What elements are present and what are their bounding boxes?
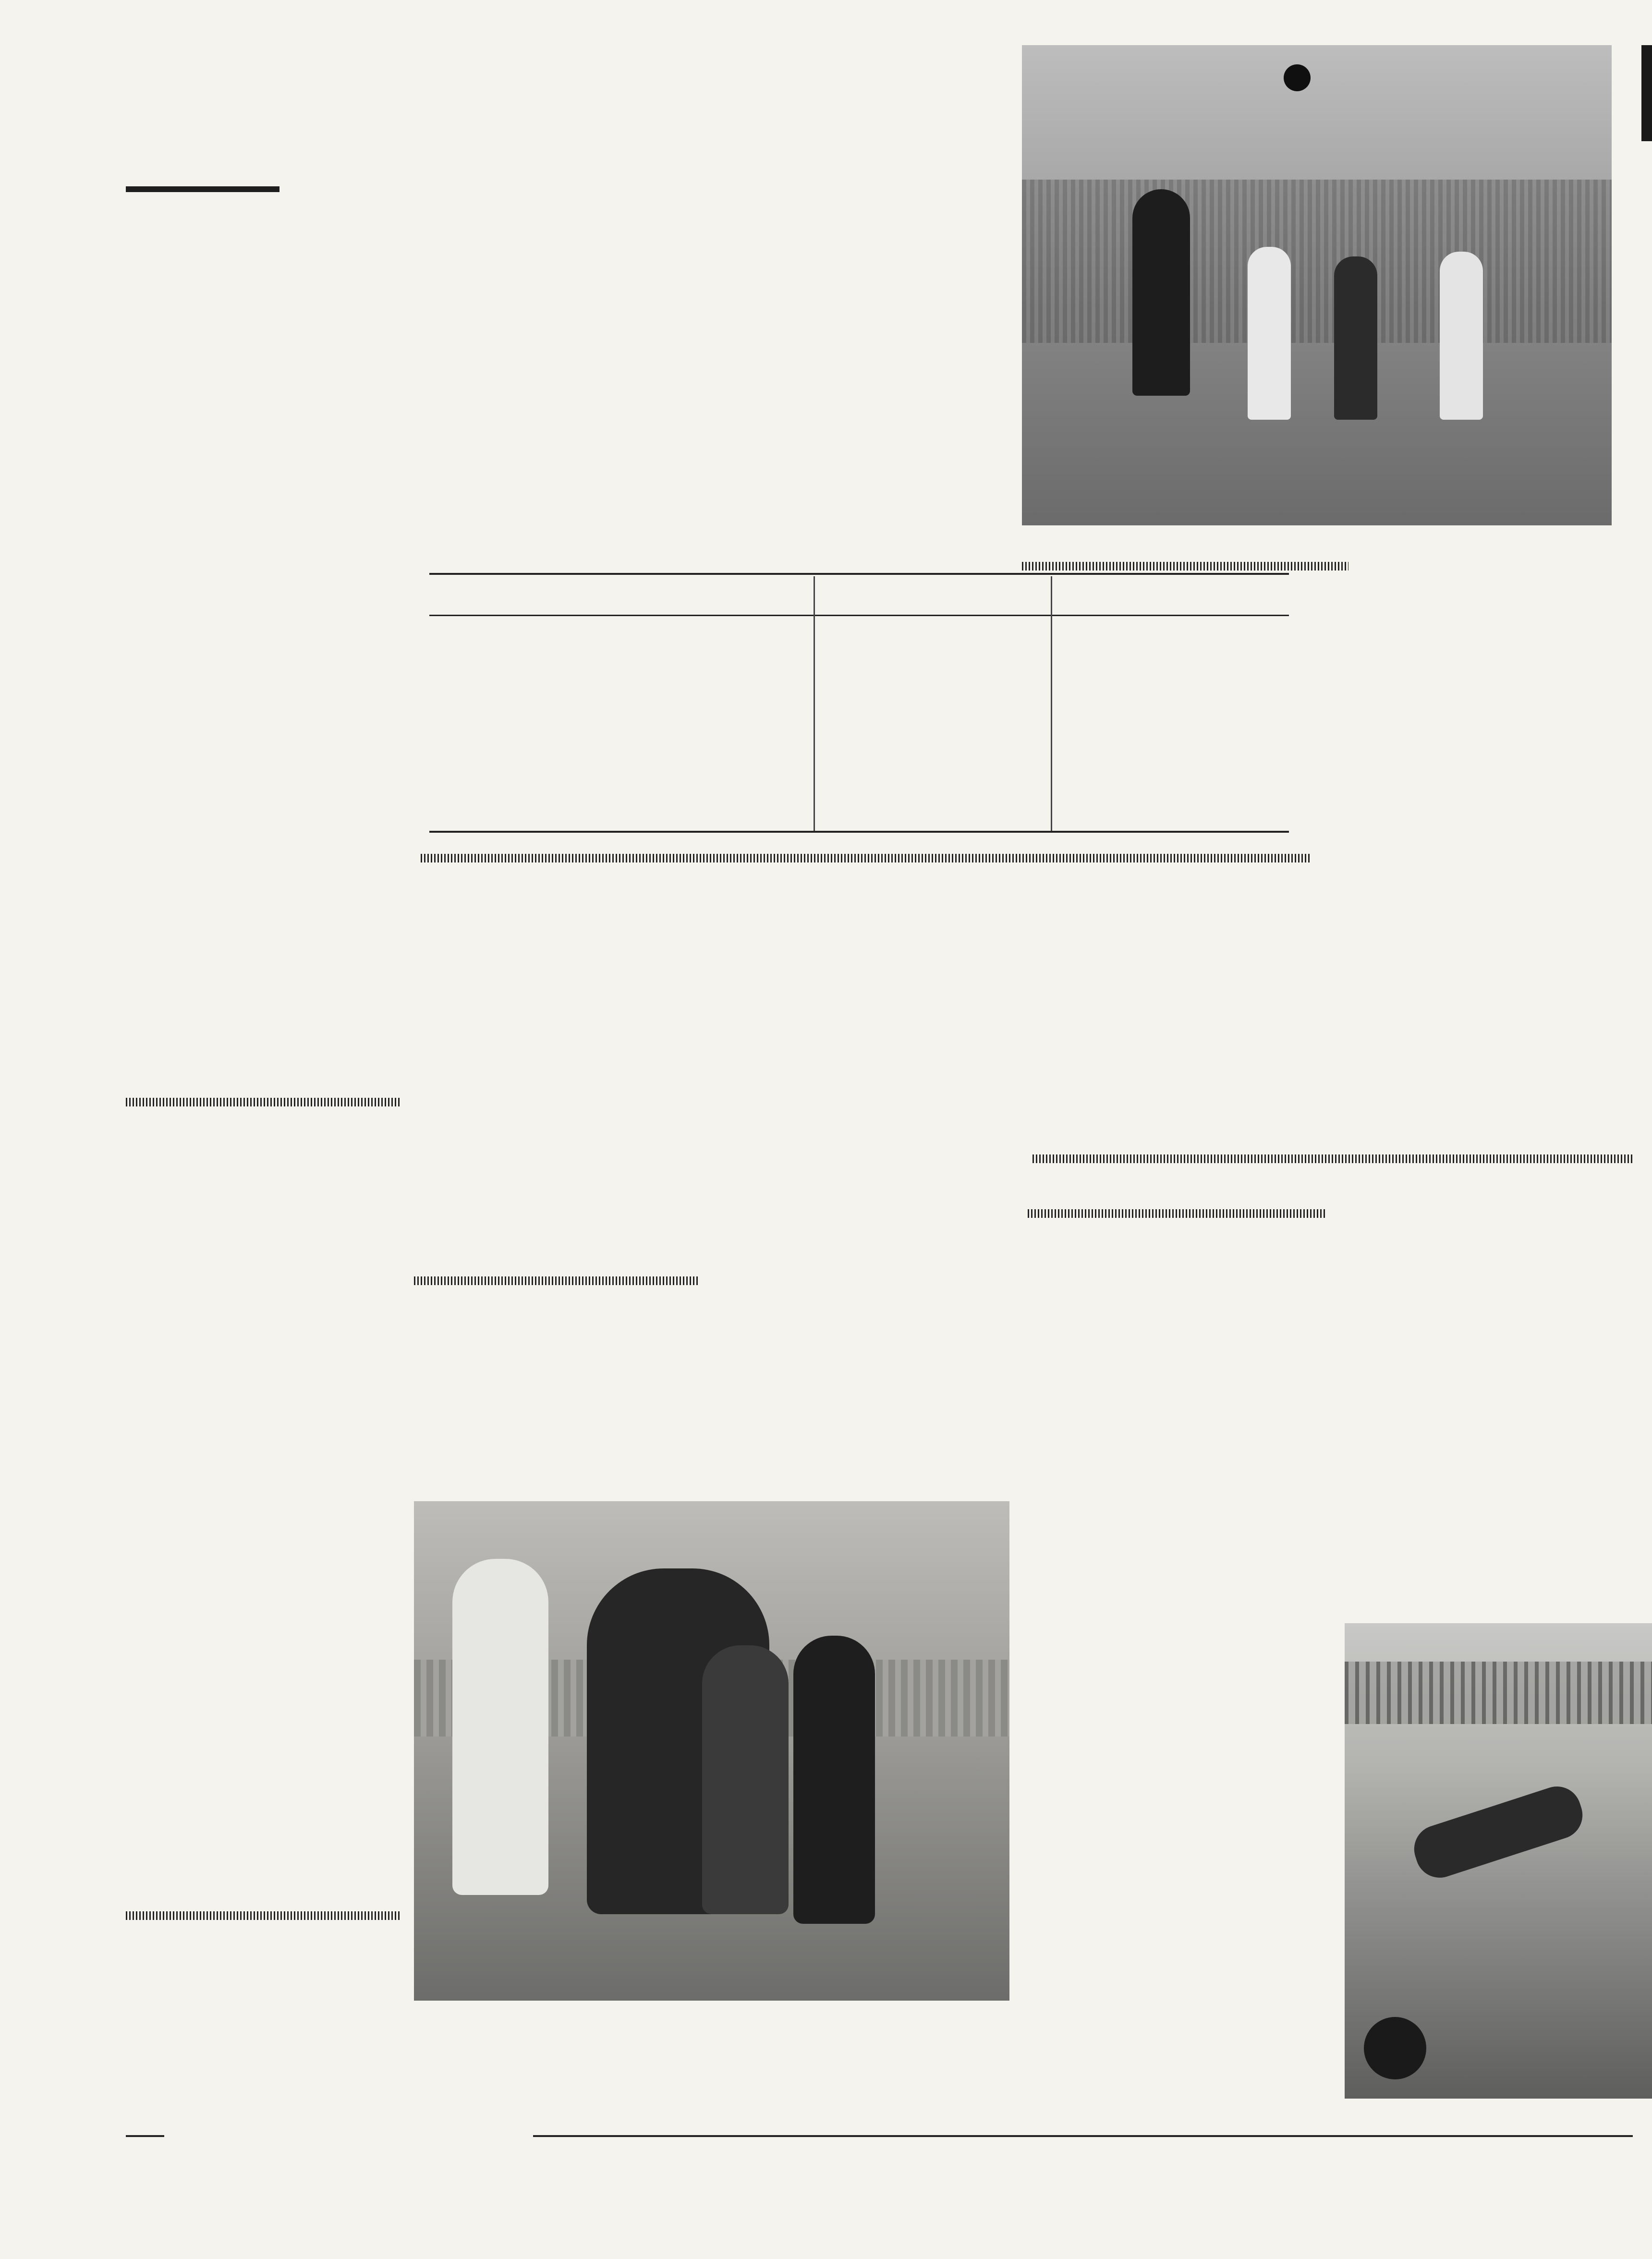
photo-goalkeeper-vital — [1022, 45, 1612, 525]
article1-col1 — [412, 153, 706, 159]
separator — [126, 1098, 400, 1106]
spectators — [1345, 1662, 1652, 1724]
left-column — [126, 186, 399, 196]
ball-icon — [1364, 2017, 1426, 2079]
separator — [421, 854, 1310, 862]
dark-block — [1641, 45, 1652, 141]
photo-franklin-dive — [1345, 1623, 1652, 2099]
player-figure — [702, 1645, 789, 1914]
chile-section — [126, 1923, 400, 1926]
player-figure — [452, 1559, 548, 1895]
separator — [1032, 1154, 1633, 1163]
salgueiros-col3 — [1016, 1021, 1307, 1024]
stadium-crowd — [1022, 180, 1612, 343]
table-divider — [814, 576, 815, 831]
lusitania-section — [414, 1292, 699, 1296]
separator — [1022, 562, 1348, 571]
separator — [126, 1911, 400, 1920]
footer-rule — [533, 2135, 1633, 2137]
separator — [1028, 1209, 1325, 1218]
separator — [414, 1276, 699, 1285]
goalkeeper-figure — [1408, 1780, 1589, 1884]
table-rule — [429, 831, 1289, 833]
goalkeeper-figure — [1132, 189, 1190, 396]
table-rule — [429, 615, 1289, 616]
player-figure — [1440, 252, 1483, 420]
footer-rule — [126, 2135, 164, 2137]
photo-barreirense-goal — [414, 1501, 1009, 2001]
cuf-col2 — [1348, 1348, 1636, 1374]
table-rule — [429, 573, 1289, 575]
results-box-title — [126, 186, 279, 192]
table-divider — [1051, 576, 1052, 831]
ball-icon — [1284, 64, 1311, 91]
goalkeeper-figure — [793, 1636, 875, 1924]
player-figure — [1248, 247, 1291, 420]
player-figure — [1334, 256, 1377, 420]
